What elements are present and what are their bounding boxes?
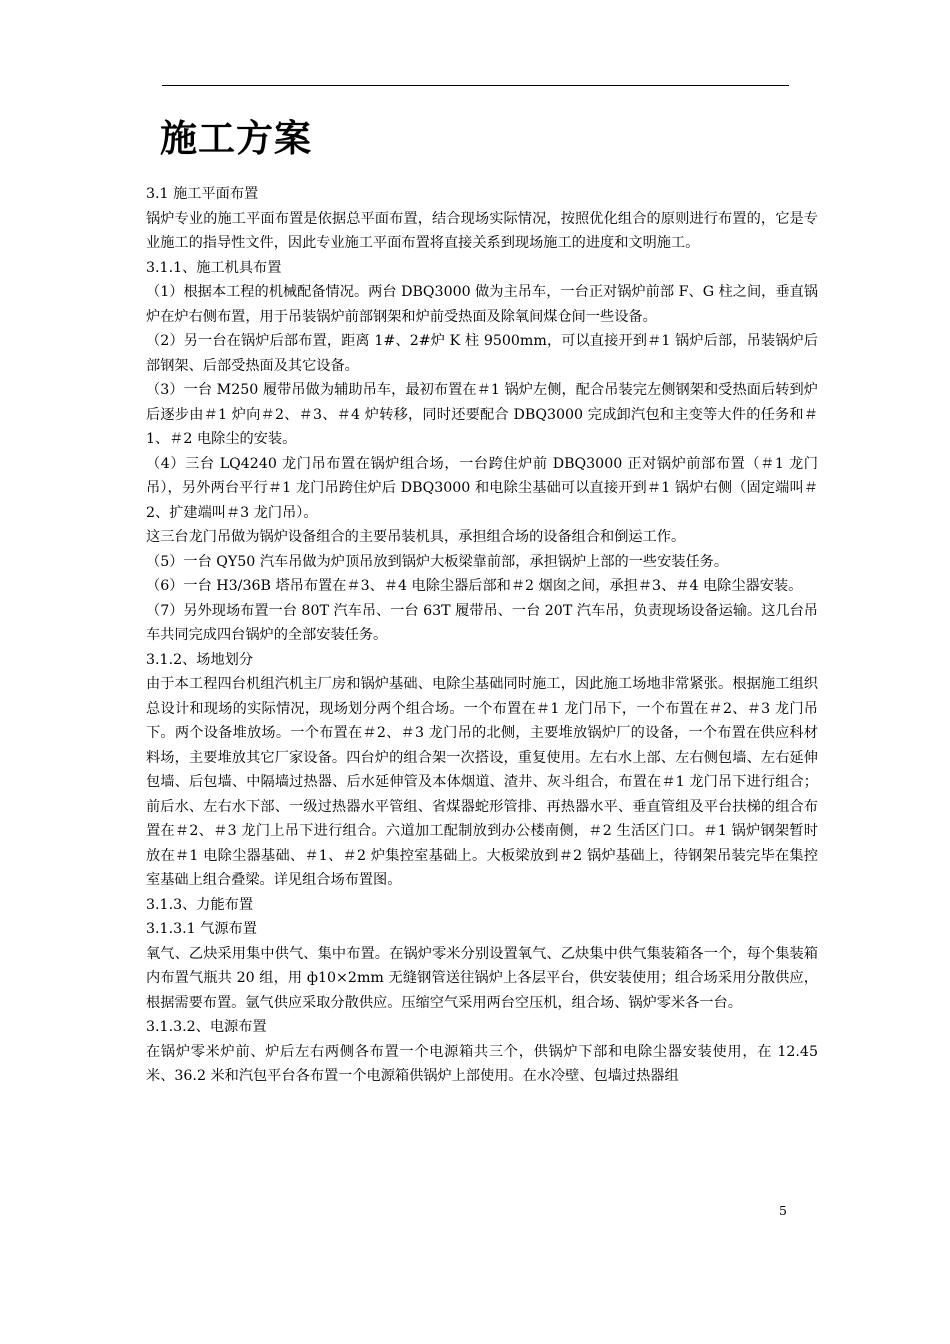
paragraph: （1）根据本工程的机械配备情况。两台 DBQ3000 做为主吊车，一台正对锅炉前部 F、G 柱之间，垂直锅炉在炉右侧布置，用于吊装锅炉前部钢架和炉前受热面及除氧间煤仓间一些设备。	[146, 284, 818, 325]
paragraph: 锅炉专业的施工平面布置是依据总平面布置，结合现场实际情况，按照优化组合的原则进行布置的，它是专业施工的指导性文件，因此专业施工平面布置将直接关系到现场施工的进度和文明施工。	[146, 210, 818, 251]
section-heading: 3.1.3、力能布置	[146, 896, 254, 913]
paragraph: （3）一台 M250 履带吊做为辅助吊车，最初布置在＃1 锅炉左侧，配合吊装完左侧钢架和受热面后转到炉后逐步由＃1 炉向＃2、＃3、＃4 炉转移，同时还要配合 DBQ3000 完成卸汽包和主变等大件的任务和＃1、＃2 电除尘的安装。	[146, 382, 818, 447]
paragraph: （5）一台 QY50 汽车吊做为炉顶吊放到锅炉大板梁靠前部，承担锅炉上部的一些安装任务。	[146, 553, 729, 570]
document-body	[146, 182, 818, 1089]
section-heading: 3.1 施工平面布置	[146, 186, 259, 202]
section-heading: 3.1.1、施工机具布置	[146, 259, 282, 276]
paragraph: （2）另一台在锅炉后部布置，距离 1#、2#炉 K 柱 9500mm，可以直接开到＃1 锅炉后部，吊装锅炉后部钢架、后部受热面及其它设备。	[146, 333, 818, 374]
paragraph: 由于本工程四台机组汽机主厂房和锅炉基础、电除尘基础同时施工，因此施工场地非常紧张。根据施工组织总设计和现场的实际情况，现场划分两个组合场。一个布置在＃1 龙门吊下，一个布置在＃2、＃3 龙门吊下。两个设备堆放场。一个布置在＃2、＃3 龙门吊的北侧，主要堆放锅炉厂的设备，一个布置在供应科材料场，主要堆放其它厂家设备。四台炉的组合架一次搭设，重复使用。左右水上部、左右侧包墙、左右延伸包墙、后包墙、中隔墙过热器、后水延伸管及本体烟道、渣井、灰斗组合，布置在＃1 龙门吊下进行组合；前后水、左右水下部、一级过热器水平管组、省煤器蛇形管排、再热器水平、垂直管组及平台扶梯的组合布置在＃2、＃3 龙门上吊下进行组合。六道加工配制放到办公楼南侧，＃2 生活区门口。＃1 锅炉钢架暂时放在＃1 电除尘器基础、＃1、＃2 炉集控室基础上。大板梁放到＃2 锅炉基础上，待钢架吊装完毕在集控室基础上组合叠梁。详见组合场布置图。	[146, 676, 818, 888]
paragraph: （7）另外现场布置一台 80T 汽车吊、一台 63T 履带吊、一台 20T 汽车吊，负责现场设备运输。这几台吊车共同完成四台锅炉的全部安装任务。	[146, 602, 818, 643]
paragraph: 在锅炉零米炉前、炉后左右两侧各布置一个电源箱共三个，供锅炉下部和电除尘器安装使用，在 12.45 米、36.2 米和汽包平台各布置一个电源箱供锅炉上部使用。在水冷壁、包墙过热器组	[146, 1043, 818, 1084]
subsection-heading: 3.1.3.1 气源布置	[146, 921, 257, 937]
page-number: 5	[779, 1203, 787, 1218]
header-rule	[162, 85, 789, 86]
paragraph: （4）三台 LQ4240 龙门吊布置在锅炉组合场，一台跨住炉前 DBQ3000 正对锅炉前部布置（＃1 龙门吊），另外两台平行＃1 龙门吊跨住炉后 DBQ3000 和电除尘基础可以直接开到＃1 锅炉右侧（固定端叫＃2、扩建端叫＃3 龙门吊）。	[146, 455, 818, 521]
page-title: 施工方案	[160, 117, 312, 160]
subsection-heading: 3.1.3.2、电源布置	[146, 1019, 267, 1035]
paragraph: （6）一台 H3/36B 塔吊布置在＃3、＃4 电除尘器后部和＃2 烟囱之间，承担＃3、＃4 电除尘器安装。	[146, 578, 803, 594]
section-heading: 3.1.2、场地划分	[146, 651, 254, 668]
paragraph: 这三台龙门吊做为锅炉设备组合的主要吊装机具，承担组合场的设备组合和倒运工作。	[146, 529, 686, 545]
paragraph: 氧气、乙炔采用集中供气、集中布置。在锅炉零米分别设置氧气、乙炔集中供气集装箱各一个，每个集装箱内布置气瓶共 20 组，用 ф10×2mm 无缝钢管送往锅炉上各层平台，供安装使用；组合场采用分散供应，根据需要布置。氩气供应采取分散供应。压缩空气采用两台空压机，组合场、锅炉零米各一台。	[146, 945, 818, 1011]
